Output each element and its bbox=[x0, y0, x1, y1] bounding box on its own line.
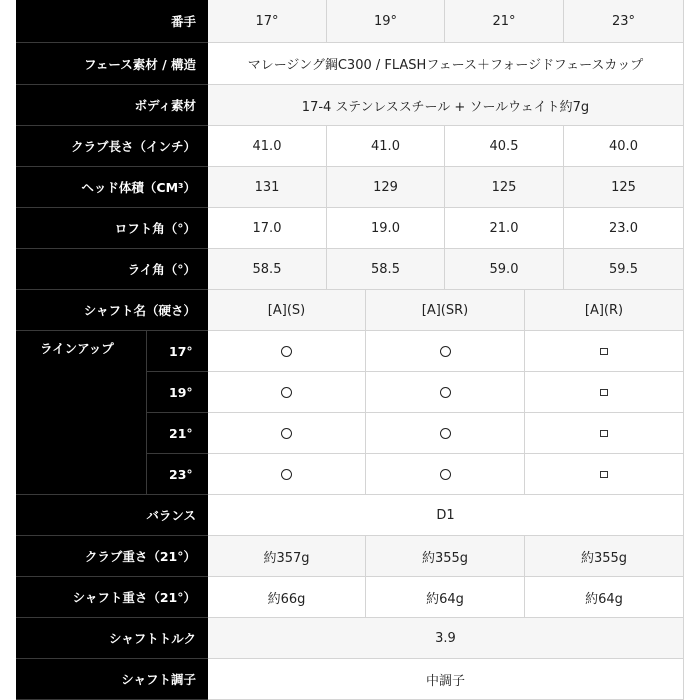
label-body: ボディ素材 bbox=[16, 85, 208, 126]
circle-mark-icon bbox=[440, 428, 451, 439]
row-club-weight bbox=[16, 536, 684, 577]
value-cell: 40.0 bbox=[564, 126, 684, 167]
row-shaft-weight bbox=[16, 577, 684, 618]
square-mark-icon bbox=[600, 389, 608, 396]
lineup-deg-23: 23° bbox=[146, 454, 208, 495]
circle-mark-icon bbox=[440, 469, 451, 480]
label-shaft-kick: シャフト調子 bbox=[16, 659, 208, 700]
value-cell: 58.5 bbox=[208, 249, 327, 290]
lineup-mark bbox=[366, 454, 525, 495]
row-shaft-kick bbox=[16, 659, 684, 700]
value-cell: 58.5 bbox=[327, 249, 445, 290]
col-17: 17° bbox=[208, 0, 327, 43]
value-cell: 59.5 bbox=[564, 249, 684, 290]
col-21: 21° bbox=[445, 0, 564, 43]
row-shaft-torque bbox=[16, 618, 684, 659]
lineup-mark bbox=[525, 331, 684, 372]
label-face: フェース素材 / 構造 bbox=[16, 43, 208, 85]
lineup-mark bbox=[208, 454, 366, 495]
value-cell: 131 bbox=[208, 167, 327, 208]
square-mark-icon bbox=[600, 430, 608, 437]
lineup-deg-21: 21° bbox=[146, 413, 208, 454]
lineup-mark bbox=[208, 331, 366, 372]
label-head-volume: ヘッド体積（CM³） bbox=[16, 167, 208, 208]
row-loft bbox=[16, 208, 684, 249]
value-cell: 59.0 bbox=[445, 249, 564, 290]
value-cell: 約355g bbox=[525, 536, 684, 577]
lineup-row-17 bbox=[208, 331, 684, 372]
lineup-row-21 bbox=[208, 413, 684, 454]
value-cell: 19.0 bbox=[327, 208, 445, 249]
value-cell: 17.0 bbox=[208, 208, 327, 249]
value-cell: 約64g bbox=[366, 577, 525, 618]
row-club-length bbox=[16, 126, 684, 167]
lineup-mark bbox=[366, 372, 525, 413]
row-shaft-name bbox=[16, 290, 684, 331]
circle-mark-icon bbox=[440, 387, 451, 398]
row-face bbox=[16, 43, 684, 85]
lineup-row-19 bbox=[208, 372, 684, 413]
lineup-row-23 bbox=[208, 454, 684, 495]
row-lie bbox=[16, 249, 684, 290]
lineup-mark bbox=[366, 331, 525, 372]
value-balance: D1 bbox=[208, 495, 684, 536]
col-23: 23° bbox=[564, 0, 684, 43]
label-number: 番手 bbox=[16, 0, 208, 43]
square-mark-icon bbox=[600, 348, 608, 355]
label-shaft-name: シャフト名（硬さ） bbox=[16, 290, 208, 331]
lineup-mark bbox=[208, 372, 366, 413]
circle-mark-icon bbox=[440, 346, 451, 357]
circle-mark-icon bbox=[281, 346, 292, 357]
lineup-deg-17: 17° bbox=[146, 331, 208, 372]
label-club-weight: クラブ重さ（21°） bbox=[16, 536, 208, 577]
label-lie: ライ角（°） bbox=[16, 249, 208, 290]
value-shaft-kick: 中調子 bbox=[208, 659, 684, 700]
value-cell: 125 bbox=[445, 167, 564, 208]
shaft-s: [A](S) bbox=[208, 290, 366, 331]
label-balance: バランス bbox=[16, 495, 208, 536]
circle-mark-icon bbox=[281, 428, 292, 439]
row-head-volume bbox=[16, 167, 684, 208]
value-cell: 21.0 bbox=[445, 208, 564, 249]
value-face: マレージング鋼C300 / FLASHフェース＋フォージドフェースカップ bbox=[208, 43, 684, 85]
spec-table bbox=[16, 0, 684, 700]
lineup-deg-19: 19° bbox=[146, 372, 208, 413]
lineup-label-block bbox=[16, 331, 208, 495]
value-cell: 約64g bbox=[525, 577, 684, 618]
value-shaft-torque: 3.9 bbox=[208, 618, 684, 659]
value-cell: 23.0 bbox=[564, 208, 684, 249]
value-cell: 40.5 bbox=[445, 126, 564, 167]
lineup-mark bbox=[525, 372, 684, 413]
lineup-mark bbox=[366, 413, 525, 454]
label-club-length: クラブ長さ（インチ） bbox=[16, 126, 208, 167]
value-cell: 41.0 bbox=[208, 126, 327, 167]
circle-mark-icon bbox=[281, 387, 292, 398]
label-shaft-torque: シャフトトルク bbox=[16, 618, 208, 659]
value-cell: 約355g bbox=[366, 536, 525, 577]
circle-mark-icon bbox=[281, 469, 292, 480]
row-body bbox=[16, 85, 684, 126]
shaft-sr: [A](SR) bbox=[366, 290, 525, 331]
row-number bbox=[16, 0, 684, 43]
lineup-mark bbox=[208, 413, 366, 454]
value-cell: 125 bbox=[564, 167, 684, 208]
value-body: 17-4 ステンレススチール + ソールウェイト約7g bbox=[208, 85, 684, 126]
label-lineup: ラインアップ bbox=[16, 331, 146, 495]
square-mark-icon bbox=[600, 471, 608, 478]
value-cell: 129 bbox=[327, 167, 445, 208]
row-balance bbox=[16, 495, 684, 536]
label-shaft-weight: シャフト重さ（21°） bbox=[16, 577, 208, 618]
lineup-mark bbox=[525, 454, 684, 495]
label-loft: ロフト角（°） bbox=[16, 208, 208, 249]
value-cell: 約357g bbox=[208, 536, 366, 577]
value-cell: 約66g bbox=[208, 577, 366, 618]
col-19: 19° bbox=[327, 0, 445, 43]
value-cell: 41.0 bbox=[327, 126, 445, 167]
shaft-r: [A](R) bbox=[525, 290, 684, 331]
lineup-mark bbox=[525, 413, 684, 454]
